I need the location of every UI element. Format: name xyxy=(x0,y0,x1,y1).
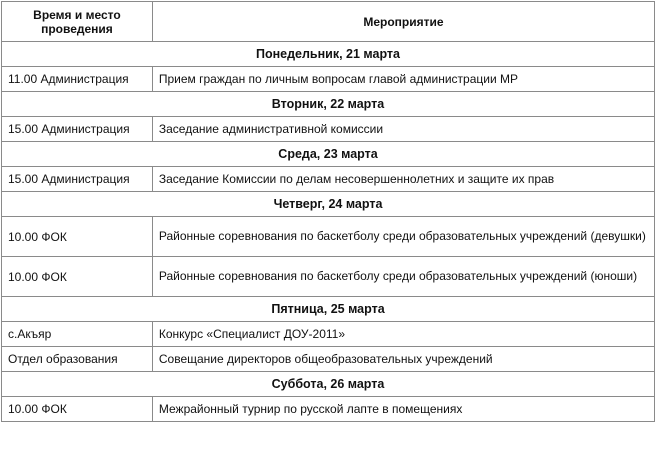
header-event: Мероприятие xyxy=(152,2,654,42)
event-place: Отдел образования xyxy=(2,347,153,372)
day-title: Четверг, 24 марта xyxy=(2,192,655,217)
event-place: 15.00 Администрация xyxy=(2,167,153,192)
event-description: Заседание Комиссии по делам несовершеннолетних и защите их прав xyxy=(152,167,654,192)
day-title: Среда, 23 марта xyxy=(2,142,655,167)
event-place: 15.00 Администрация xyxy=(2,117,153,142)
table-row xyxy=(2,322,655,347)
events-schedule-table xyxy=(1,1,655,422)
event-place: 10.00 ФОК xyxy=(2,397,153,422)
day-row-saturday xyxy=(2,372,655,397)
event-description: Межрайонный турнир по русской лапте в помещениях xyxy=(152,397,654,422)
event-description: Районные соревнования по баскетболу среди образовательных учреждений (девушки) xyxy=(152,217,654,257)
event-description: Конкурс «Специалист ДОУ-2011» xyxy=(152,322,654,347)
day-title: Вторник, 22 марта xyxy=(2,92,655,117)
event-place: 11.00 Администрация xyxy=(2,67,153,92)
day-row-tuesday xyxy=(2,92,655,117)
event-place: с.Акъяр xyxy=(2,322,153,347)
day-title: Пятница, 25 марта xyxy=(2,297,655,322)
table-row xyxy=(2,117,655,142)
event-description: Прием граждан по личным вопросам главой администрации МР xyxy=(152,67,654,92)
event-place: 10.00 ФОК xyxy=(2,257,153,297)
table-row xyxy=(2,257,655,297)
table-header-row xyxy=(2,2,655,42)
header-time-place: Время и место проведения xyxy=(2,2,153,42)
event-place: 10.00 ФОК xyxy=(2,217,153,257)
table-row xyxy=(2,217,655,257)
day-row-monday xyxy=(2,42,655,67)
event-description: Районные соревнования по баскетболу среди образовательных учреждений (юноши) xyxy=(152,257,654,297)
table-row xyxy=(2,347,655,372)
day-row-wednesday xyxy=(2,142,655,167)
day-title: Понедельник, 21 марта xyxy=(2,42,655,67)
event-description: Заседание административной комиссии xyxy=(152,117,654,142)
day-row-thursday xyxy=(2,192,655,217)
day-title: Суббота, 26 марта xyxy=(2,372,655,397)
event-description: Совещание директоров общеобразовательных учреждений xyxy=(152,347,654,372)
day-row-friday xyxy=(2,297,655,322)
table-row xyxy=(2,397,655,422)
table-row xyxy=(2,67,655,92)
table-row xyxy=(2,167,655,192)
